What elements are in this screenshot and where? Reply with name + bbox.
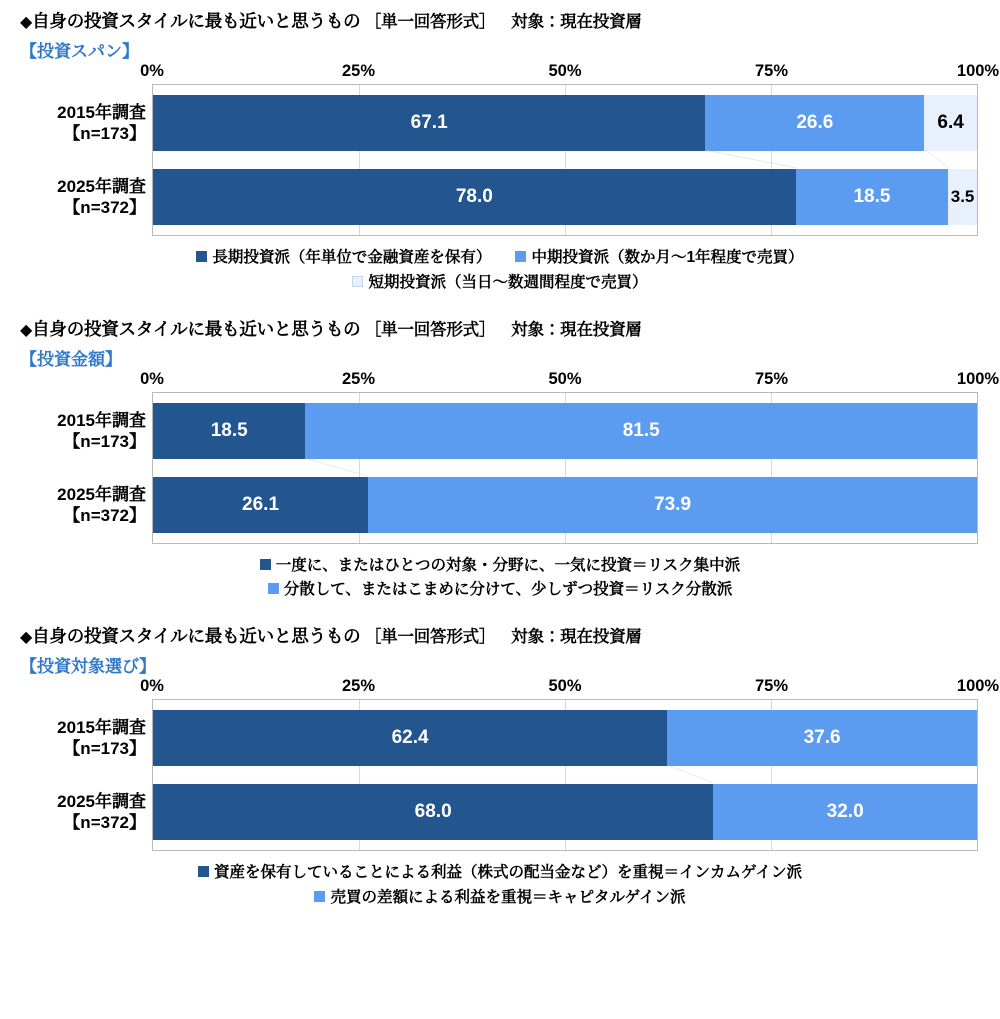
chart-title-text: 自身の投資スタイルに最も近いと思うもの <box>32 626 361 647</box>
bar-row <box>153 403 977 459</box>
legend-label: 資産を保有していることによる利益（株式の配当金など）を重視＝インカムゲイン派 <box>214 864 802 882</box>
x-axis-tick-labels <box>140 62 1000 84</box>
chart-title-target: 対象：現在投資層 <box>511 628 642 647</box>
chart-legend <box>0 554 1000 604</box>
x-tick-0: 0% <box>140 677 164 696</box>
chart-block-2 <box>0 310 1000 604</box>
x-tick-4: 100% <box>956 369 1000 388</box>
bar-row <box>153 784 977 840</box>
bar-segment: 32.0 <box>713 784 977 840</box>
legend-swatch <box>515 251 526 262</box>
chart-area <box>0 62 1000 236</box>
category-label: 2025年調査 【n=372】 <box>57 484 146 525</box>
diamond-icon: ◆ <box>20 321 33 339</box>
legend-label: 売買の差額による利益を重視＝キャピタルゲイン派 <box>330 888 686 906</box>
bar-track <box>153 95 977 151</box>
chart-block-1 <box>0 0 1000 296</box>
bar-segment: 26.6 <box>705 95 924 151</box>
chart-subtitle: 【投資対象選び】 <box>20 657 156 677</box>
x-tick-2: 50% <box>548 677 582 696</box>
bar-row <box>153 95 977 151</box>
bar-row <box>153 169 977 225</box>
category-label: 2015年調査 【n=173】 <box>57 410 146 451</box>
legend-swatch <box>196 251 207 262</box>
legend-swatch <box>260 559 271 570</box>
chart-legend <box>0 246 1000 296</box>
chart-title <box>0 8 1000 33</box>
bar-segment: 73.9 <box>368 477 977 533</box>
x-tick-3: 75% <box>754 369 789 388</box>
x-tick-0: 0% <box>140 62 164 80</box>
chart-legend <box>0 861 1000 911</box>
bar-segment: 62.4 <box>153 710 667 766</box>
legend-item[interactable] <box>515 246 803 271</box>
legend-line <box>0 886 1000 911</box>
diamond-icon: ◆ <box>20 14 33 31</box>
bar-track <box>153 710 977 766</box>
x-axis-tick-labels <box>140 369 1000 392</box>
legend-item[interactable] <box>196 246 491 271</box>
bar-track <box>153 169 977 225</box>
bar-segment: 67.1 <box>153 95 705 151</box>
category-label: 2015年調査 【n=173】 <box>57 103 146 144</box>
chart-subtitle: 【投資スパン】 <box>20 42 139 61</box>
chart-title-format: ［単一回答形式］ <box>360 320 496 339</box>
legend-item[interactable] <box>268 578 733 603</box>
chart-title-target: 対象：現在投資層 <box>511 320 642 339</box>
bar-segment: 81.5 <box>305 403 977 459</box>
legend-line <box>0 554 1000 579</box>
chart-title-target: 対象：現在投資層 <box>511 13 642 31</box>
chart-title <box>0 316 1000 341</box>
legend-item[interactable] <box>314 886 685 911</box>
chart-area <box>0 677 1000 851</box>
chart-title <box>0 623 1000 648</box>
bar-track <box>153 403 977 459</box>
bar-segment: 78.0 <box>153 169 796 225</box>
x-tick-2: 50% <box>548 62 582 80</box>
x-tick-4: 100% <box>956 677 1000 696</box>
category-label: 2015年調査 【n=173】 <box>57 718 146 759</box>
x-tick-1: 25% <box>341 62 376 80</box>
x-tick-4: 100% <box>956 62 1000 80</box>
bar-row <box>153 477 977 533</box>
legend-label: 一度に、またはひとつの対象・分野に、一気に投資＝リスク集中派 <box>275 556 741 574</box>
legend-label: 分散して、またはこまめに分けて、少しずつ投資＝リスク分散派 <box>283 581 733 599</box>
bar-segment: 18.5 <box>153 403 305 459</box>
bar-row <box>153 710 977 766</box>
legend-item[interactable] <box>352 271 647 296</box>
legend-swatch <box>314 891 325 902</box>
chart-title-format: ［単一回答形式］ <box>360 628 496 647</box>
bar-segment: 18.5 <box>796 169 948 225</box>
bar-segment: 68.0 <box>153 784 713 840</box>
bar-track <box>153 784 977 840</box>
x-tick-2: 50% <box>548 369 582 388</box>
chart-area <box>0 370 1000 544</box>
legend-label: 長期投資派（年単位で金融資産を保有） <box>212 249 492 266</box>
legend-label: 中期投資派（数か月～1年程度で売買） <box>531 249 804 266</box>
chart-title-text: 自身の投資スタイルに最も近いと思うもの <box>32 318 361 339</box>
legend-line <box>0 578 1000 603</box>
legend-line <box>0 861 1000 886</box>
legend-swatch <box>268 583 279 594</box>
x-axis-tick-labels <box>140 677 1000 699</box>
legend-swatch <box>352 276 363 287</box>
chart-title-text: 自身の投資スタイルに最も近いと思うもの <box>32 11 361 31</box>
chart-block-3 <box>0 617 1000 911</box>
legend-line <box>0 246 1000 271</box>
x-tick-1: 25% <box>341 369 376 388</box>
legend-label: 短期投資派（当日～数週間程度で売買） <box>368 273 648 291</box>
bar-segment: 26.1 <box>153 477 368 533</box>
legend-item[interactable] <box>260 554 740 579</box>
bar-track <box>153 477 977 533</box>
bar-segment: 37.6 <box>667 710 977 766</box>
diamond-icon: ◆ <box>20 629 33 647</box>
x-tick-1: 25% <box>341 677 376 696</box>
x-tick-3: 75% <box>754 677 789 696</box>
legend-line <box>0 271 1000 296</box>
category-label: 2025年調査 【n=372】 <box>57 792 146 833</box>
legend-item[interactable] <box>198 861 802 886</box>
bar-segment: 3.5 <box>948 169 977 225</box>
legend-swatch <box>198 866 209 877</box>
category-label: 2025年調査 【n=372】 <box>57 177 146 218</box>
chart-title-format: ［単一回答形式］ <box>360 13 496 31</box>
x-tick-3: 75% <box>754 62 789 80</box>
bar-segment: 6.4 <box>924 95 977 151</box>
chart-subtitle: 【投資金額】 <box>20 349 122 369</box>
x-tick-0: 0% <box>140 369 164 388</box>
